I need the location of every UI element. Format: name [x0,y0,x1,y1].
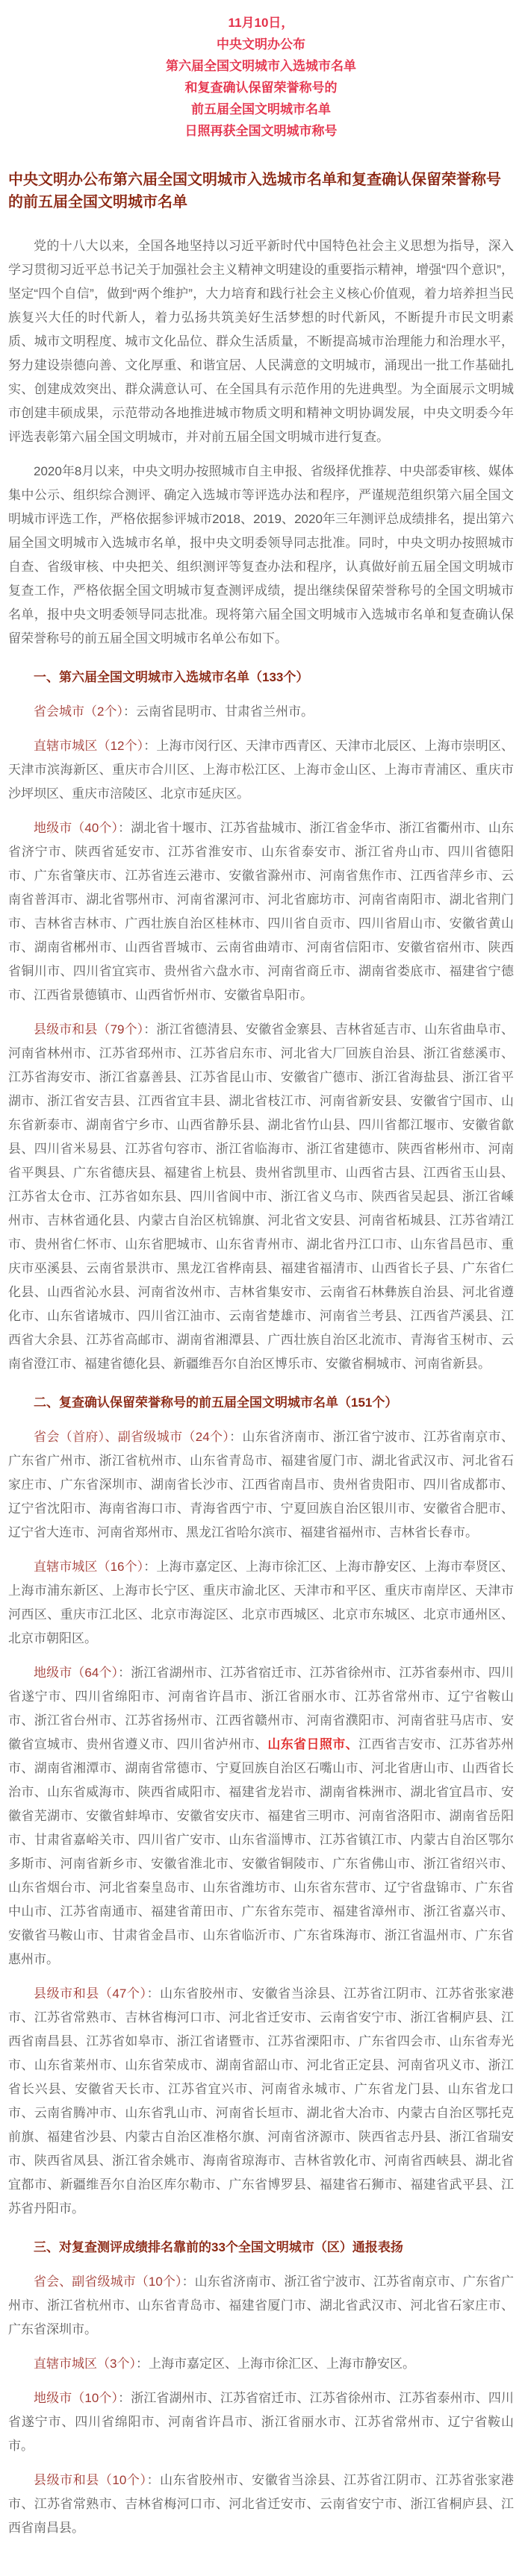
group-label: 县级市和县（79个） [34,1022,144,1037]
group-county-cities-79 [8,1018,514,1376]
group-municipality-districts-12 [8,734,514,806]
announcement-header [8,12,514,142]
section-2-heading: 二、复查确认保留荣誉称号的前五届全国文明城市名单（151个） [34,1395,398,1410]
group-cities-after: 江西省吉安市、江苏省苏州市、湖南省湘潭市、湖南省常德市、宁夏回族自治区石嘴山市、河北省唐山市、山西省长治市、山东省威海市、陕西省咸阳市、福建省龙岩市、湖南省株洲市、湖北省宜昌市、安徽省芜湖市、安徽省蚌埠市、安徽省安庆市、福建省三明市、河南省洛阳市、湖南省岳阳市、甘肃省嘉峪关市、四川省广安市、山东省淄博市、江苏省镇江市、内蒙古自治区鄂尔多斯市、河南省新乡市、安徽省淮北市、安徽省铜陵市、广东省佛山市、浙江省绍兴市、山东省烟台市、河北省秦皇岛市、山东省潍坊市、山东省东营市、辽宁省盘锦市、广东省中山市、江苏省南通市、福建省莆田市、广东省东莞市、福建省漳州市、浙江省嘉兴市、安徽省马鞍山市、甘肃省金昌市、山东省临沂市、广东省珠海市、浙江省温州市、广东省惠州市。 [8,1737,515,1966]
hero-line-4: 和复查确认保留荣誉称号的 [184,81,338,95]
group-municipality-districts-3 [8,2352,514,2376]
group-label: 县级市和县（10个） [34,2473,147,2487]
section-3-heading: 三、对复查测评成绩排名靠前的33个全国文明城市（区）通报表扬 [34,2240,403,2254]
group-cities: ：山东省济南市、浙江省宁波市、江苏省南京市、广东省广州市、浙江省杭州市、山东省青岛市、福建省厦门市、湖北省武汉市、河北省石家庄市、广东省深圳市。 [8,2275,514,2336]
group-cities: ：湖北省十堰市、江苏省盐城市、浙江省金华市、浙江省衢州市、山东省济宁市、陕西省延安市、江苏省淮安市、山东省泰安市、浙江省舟山市、四川省德阳市、广东省肇庆市、江苏省连云港市、安徽省滁州市、河南省焦作市、江西省萍乡市、云南省普洱市、湖北省鄂州市、河南省漯河市、河北省廊坊市、河南省南阳市、湖北省荆门市、吉林省吉林市、广西壮族自治区桂林市、四川省自贡市、四川省眉山市、安徽省黄山市、湖南省郴州市、山西省晋城市、云南省曲靖市、河南省信阳市、安徽省宿州市、陕西省铜川市、四川省宜宾市、贵州省六盘水市、河南省商丘市、湖南省娄底市、福建省宁德市、江西省景德镇市、山西省忻州市、安徽省阜阳市。 [8,821,514,1002]
group-municipality-districts-16 [8,1555,514,1651]
group-label: 直辖市城区（12个） [34,739,144,753]
group-label: 县级市和县（47个） [34,1986,147,2001]
hero-line-1: 11月10日， [228,16,294,30]
highlighted-city-rizhao: 山东省日照市、 [267,1737,358,1751]
group-cities: ：浙江省湖州市、江苏省宿迁市、江苏省徐州市、江苏省泰州市、四川省遂宁市、四川省绵阳市、河南省许昌市、浙江省丽水市、江苏省常州市、辽宁省鞍山市。 [8,2391,514,2453]
group-cities: ：上海市闵行区、天津市西青区、天津市北辰区、上海市崇明区、天津市滨海新区、重庆市合川区、上海市松江区、上海市金山区、上海市青浦区、重庆市沙坪坝区、重庆市涪陵区、北京市延庆区。 [8,739,514,801]
group-capitals-subprovincial-10 [8,2270,514,2342]
group-label: 省会城市（2个） [34,704,123,719]
group-label: 地级市（10个） [34,2391,119,2405]
group-cities: ：浙江省德清县、安徽省金寨县、吉林省延吉市、山东省曲阜市、河南省林州市、江苏省邳州市、江苏省启东市、河北省大厂回族自治县、浙江省慈溪市、江苏省海安市、浙江省嘉善县、江苏省昆山市、安徽省广德市、浙江省海盐县、浙江省平湖市、浙江省安吉县、江西省宜丰县、湖北省枝江市、河南省新安县、安徽省宁国市、山东省新泰市、湖南省宁乡市、山西省静乐县、湖北省竹山县、四川省都江堰市、安徽省歙县、四川省米易县、江苏省句容市、浙江省临海市、浙江省建德市、陕西省彬州市、河南省平舆县、广东省德庆县、福建省上杭县、贵州省凯里市、山西省古县、江西省玉山县、江苏省太仓市、江苏省如东县、四川省阆中市、浙江省义乌市、陕西省吴起县、浙江省嵊州市、吉林省通化县、内蒙古自治区杭锦旗、河北省文安县、河南省柘城县、江苏省靖江市、贵州省仁怀市、山东省肥城市、山东省青州市、湖北省丹江口市、山东省昌邑市、重庆市巫溪县、云南省景洪市、黑龙江省桦南县、福建省福清市、山西省长子县、广东省仁化县、山西省沁水县、河南省汝州市、吉林省集安市、云南省石林彝族自治县、河北省遵化市、山东省诸城市、四川省江油市、云南省楚雄市、河南省兰考县、江西省芦溪县、江西省大余县、江苏省高邮市、湖南省湘潭县、广西壮族自治区北流市、青海省玉树市、云南省澄江市、福建省德化县、新疆维吾尔自治区博乐市、安徽省桐城市、河南省新县。 [8,1022,514,1371]
group-label: 地级市（40个） [34,821,119,835]
group-label: 地级市（64个） [34,1666,119,1680]
group-cities: ：山东省胶州市、安徽省当涂县、江苏省江阴市、江苏省张家港市、江苏省常熟市、吉林省梅河口市、河北省迁安市、云南省安宁市、浙江省桐庐县、江西省南昌县、江苏省如皋市、浙江省诸暨市、江苏省溧阳市、广东省四会市、山东省寿光市、山东省莱州市、山东省荣成市、湖南省韶山市、河北省正定县、河南省巩义市、浙江省长兴县、安徽省天长市、江苏省宜兴市、河南省永城市、广东省龙门县、山东省龙口市、云南省腾冲市、山东省乳山市、河南省长垣市、湖北省大冶市、内蒙古自治区鄂托克前旗、福建省沙县、内蒙古自治区准格尔旗、河南省济源市、陕西省志丹县、浙江省瑞安市、陕西省凤县、浙江省余姚市、海南省琼海市、吉林省敦化市、河南省西峡县、湖北省宜都市、新疆维吾尔自治区库尔勒市、广东省博罗县、福建省石狮市、福建省武平县、江苏省丹阳市。 [8,1986,514,2216]
group-cities-before: ：浙江省湖州市、江苏省宿迁市、江苏省徐州市、江苏省泰州市、四川省遂宁市、四川省绵阳市、河南省许昌市、浙江省丽水市、江苏省常州市、辽宁省鞍山市、浙江省台州市、江苏省扬州市、江西省赣州市、河南省濮阳市、河南省驻马店市、安徽省宣城市、贵州省遵义市、四川省泸州市、 [8,1666,514,1751]
intro-paragraph-1: 党的十八大以来，全国各地坚持以习近平新时代中国特色社会主义思想为指导，深入学习贯彻习近平总书记关于加强社会主义精神文明建设的重要指示精神，增强“四个意识”，坚定“四个自信”，做到“两个维护”，大力培育和践行社会主义核心价值观，着力培养担当民族复兴大任的时代新人，着力弘扬共筑美好生活梦想的时代新风，不断提升市民文明素质、城市文明程度、城市文化品位、群众生活质量，不断提高城市治理能力和治理水平，努力建设崇德向善、文化厚重、和谐宜居、人民满意的文明城市，涌现出一批工作基础扎实、创建成效突出、群众满意认可、在全国具有示范作用的先进典型。为全面展示文明城市创建丰硕成果，示范带动各地推进城市物质文明和精神文明协调发展，中央文明委今年评选表彰第六届全国文明城市，并对前五届全国文明城市进行复查。 [8,239,514,444]
hero-line-5: 前五届全国文明城市名单 [191,102,331,116]
group-capitals-subprovincial-24 [8,1425,514,1545]
group-cities: ：上海市嘉定区、上海市徐汇区、上海市静安区、上海市奉贤区、上海市浦东新区、上海市长宁区、重庆市渝北区、天津市和平区、重庆市南岸区、天津市河西区、重庆市江北区、北京市海淀区、北京市西城区、北京市东城区、北京市通州区、北京市朝阳区。 [8,1560,514,1645]
group-label: 省会（首府）、副省级城市（24个） [34,1430,230,1444]
group-provincial-capitals-2 [8,700,514,724]
section-1-heading: 一、第六届全国文明城市入选城市名单（133个） [34,670,309,684]
group-prefecture-cities-64 [8,1661,514,1972]
group-label: 直辖市城区（3个） [34,2357,136,2371]
group-label: 直辖市城区（16个） [34,1560,144,1574]
group-cities: ：上海市嘉定区、上海市徐汇区、上海市静安区。 [135,2357,415,2371]
group-cities: ：云南省昆明市、甘肃省兰州市。 [122,704,314,719]
group-label: 省会、副省级城市（10个） [34,2275,182,2289]
group-prefecture-cities-40 [8,816,514,1007]
hero-line-3: 第六届全国文明城市入选城市名单 [166,59,356,73]
hero-line-6: 日照再获全国文明城市称号 [184,124,338,138]
article-title: 中央文明办公布第六届全国文明城市入选城市名单和复查确认保留荣誉称号的前五届全国文明城市名单 [8,172,501,210]
group-cities: ：山东省济南市、浙江省宁波市、江苏省南京市、广东省广州市、浙江省杭州市、山东省青岛市、福建省厦门市、湖北省武汉市、河北省石家庄市、广东省深圳市、湖南省长沙市、江西省南昌市、贵州省贵阳市、四川省成都市、辽宁省沈阳市、海南省海口市、青海省西宁市、宁夏回族自治区银川市、安徽省合肥市、辽宁省大连市、河南省郑州市、黑龙江省哈尔滨市、福建省福州市、吉林省长春市。 [8,1430,514,1539]
hero-line-2: 中央文明办公布 [217,37,305,51]
group-prefecture-cities-10 [8,2386,514,2458]
group-county-cities-47 [8,1982,514,2221]
group-cities: ：山东省胶州市、安徽省当涂县、江苏省江阴市、江苏省张家港市、江苏省常熟市、吉林省梅河口市、河北省迁安市、云南省安宁市、浙江省桐庐县、江西省南昌县。 [8,2473,514,2535]
group-county-cities-10 [8,2469,514,2540]
intro-paragraph-2: 2020年8月以来，中央文明办按照城市自主申报、省级择优推荐、中央部委审核、媒体集中公示、组织综合测评、确定入选城市等评选办法和程序，严谨规范组织第六届全国文明城市评选工作，严格依据参评城市2018、2019、2020年三年测评总成绩排名，提出第六届全国文明城市入选城市名单，报中央文明委领导同志批准。同时，中央文明办按照城市自查、省级审核、中央把关、组织测评等复查办法和程序，认真做好前五届全国文明城市复查工作，严格依据全国文明城市复查测评成绩，提出继续保留荣誉称号的全国文明城市名单，报中央文明委领导同志批准。现将第六届全国文明城市入选城市名单和复查确认保留荣誉称号的前五届全国文明城市名单公布如下。 [8,464,514,645]
